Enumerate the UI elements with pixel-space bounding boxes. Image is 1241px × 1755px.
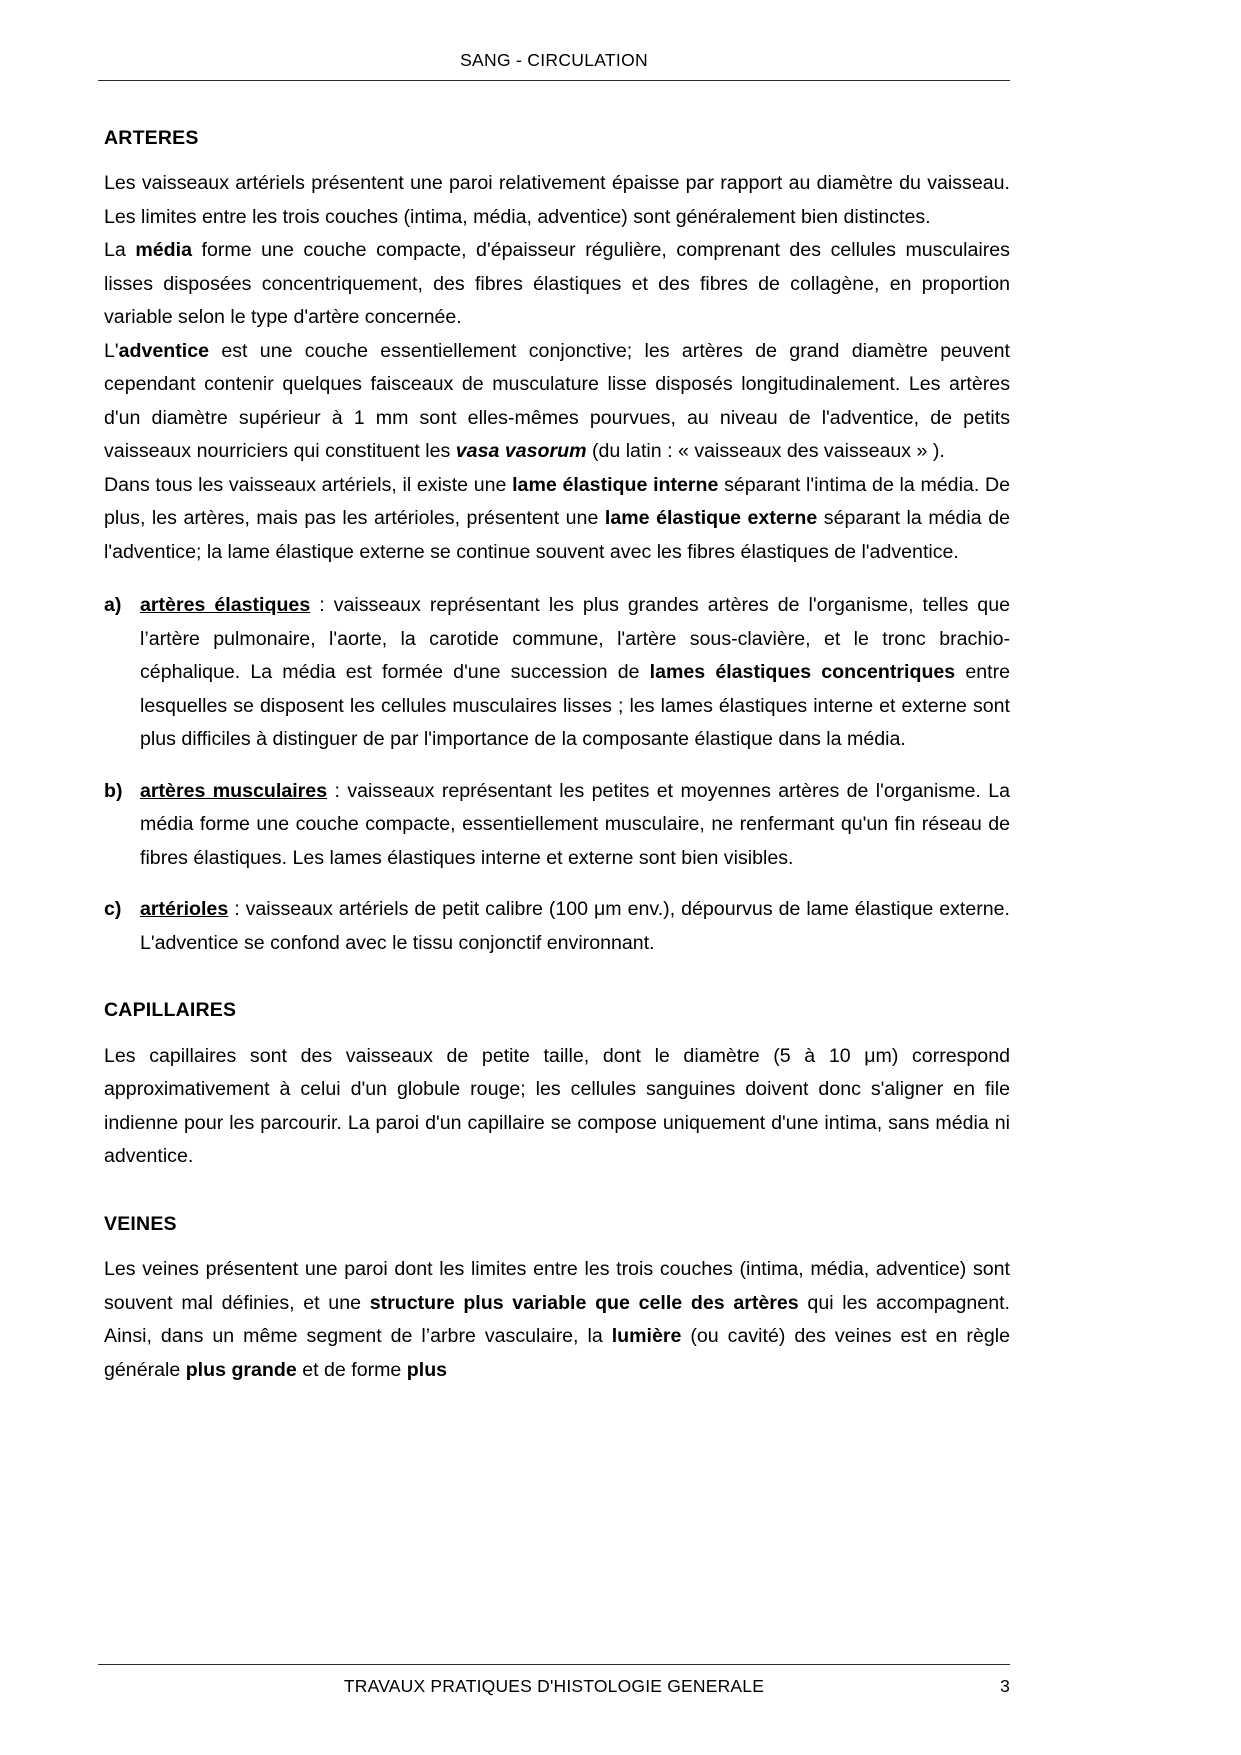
emphasis-plus-grande: plus grande bbox=[185, 1358, 297, 1381]
footer-title: TRAVAUX PRATIQUES D'HISTOLOGIE GENERALE bbox=[343, 1676, 765, 1696]
emphasis-media: média bbox=[135, 239, 192, 262]
paragraph-capillaires bbox=[104, 1040, 1010, 1174]
paragraph-veines bbox=[104, 1253, 1010, 1387]
text-fragment: forme une couche compacte, d'épaisseur régulière, comprenant des cellules musculaires lisses disposées concentriquement, des fibres élastiques et des fibres de collagène, en proportion variable selon le type d'artère concernée. bbox=[104, 239, 1010, 329]
emphasis-structure-variable: structure plus variable que celle des artères bbox=[369, 1291, 799, 1314]
emphasis-plus: plus bbox=[406, 1358, 448, 1381]
header-divider bbox=[98, 80, 1010, 81]
page-footer bbox=[98, 1676, 1010, 1697]
emphasis-adventice: adventice bbox=[118, 339, 210, 362]
paragraph-adventice bbox=[104, 335, 1010, 469]
text-fragment: : vaisseaux représentant les petites et moyennes artères de l'organisme. La média forme une couche compacte, essentiellement musculaire, ne renfermant qu'un fin réseau de fibres élastiques. Les lames élastiques interne et externe sont bien visibles. bbox=[140, 779, 1010, 869]
page-content bbox=[104, 128, 1010, 1387]
text-fragment: séparant l'intima de la média. De plus, les artères, mais pas les artérioles, présentent une bbox=[104, 473, 1010, 530]
artery-type-list bbox=[104, 589, 1010, 960]
list-term: artérioles bbox=[140, 898, 229, 921]
page-number: 3 bbox=[1000, 1676, 1010, 1696]
text-fragment: Dans tous les vaisseaux artériels, il existe une bbox=[104, 473, 513, 496]
text-fragment: (ou cavité) des veines est en règle générale bbox=[104, 1325, 1010, 1381]
paragraph-text: Les vaisseaux artériels présentent une paroi relativement épaisse par rapport au diamètre du vaisseau. Les limites entre les trois couches (intima, média, adventice) sont généralement bien distinctes. bbox=[104, 172, 1010, 228]
list-marker: a) bbox=[104, 594, 122, 617]
text-fragment: : vaisseaux artériels de petit calibre (100 μm env.), dépourvus de lame élastique externe. L'adventice se confond avec le tissu conjonctif environnant. bbox=[140, 898, 1010, 954]
list-term: artères musculaires bbox=[140, 779, 328, 802]
section-heading-veines: VEINES bbox=[104, 1212, 177, 1235]
section-heading-arteres: ARTERES bbox=[104, 127, 199, 149]
list-item bbox=[104, 893, 1010, 960]
paragraph-arteres-intro bbox=[104, 167, 1010, 234]
text-fragment: La bbox=[104, 239, 136, 262]
list-term: artères élastiques bbox=[140, 594, 311, 617]
list-item bbox=[104, 589, 1010, 757]
list-marker: c) bbox=[104, 898, 122, 921]
emphasis-vasa-vasorum: vasa vasorum bbox=[455, 440, 587, 463]
text-fragment: Les veines présentent une paroi dont les limites entre les trois couches (intima, média, adventice) sont souvent mal définies, et une bbox=[104, 1258, 1010, 1314]
emphasis-lames-concentriques: lames élastiques concentriques bbox=[649, 661, 956, 684]
emphasis-lame-elastique-interne: lame élastique interne bbox=[512, 473, 719, 496]
section-heading-capillaires: CAPILLAIRES bbox=[104, 999, 237, 1022]
list-item bbox=[104, 775, 1010, 876]
text-fragment: : vaisseaux représentant les plus grandes artères de l'organisme, telles que l’artère pulmonaire, l'aorte, la carotide commune, l'artère sous-clavière, et le tronc brachio-céphalique. La média est formée d'une succession de bbox=[140, 594, 1010, 684]
list-marker: b) bbox=[104, 779, 123, 802]
paragraph-media bbox=[104, 234, 1010, 335]
paragraph-text: Les capillaires sont des vaisseaux de petite taille, dont le diamètre (5 à 10 μm) correspond approximativement à celui d'un globule rouge; les cellules sanguines doivent donc s'aligner en file indienne pour les parcourir. La paroi d'un capillaire se compose uniquement d'une intima, sans média ni adventice. bbox=[104, 1044, 1010, 1168]
footer-divider bbox=[98, 1664, 1010, 1665]
paragraph-lames-elastiques bbox=[104, 469, 1010, 570]
text-fragment: L' bbox=[104, 339, 119, 362]
text-fragment: entre lesquelles se disposent les cellules musculaires lisses ; les lames élastiques interne et externe sont plus difficiles à distinguer de par l'importance de la composante élastique dans la média. bbox=[140, 661, 1011, 751]
running-head: SANG - CIRCULATION bbox=[460, 50, 648, 70]
emphasis-lumiere: lumière bbox=[611, 1325, 682, 1348]
text-fragment: qui les accompagnent. Ainsi, dans un même segment de l’arbre vasculaire, la bbox=[104, 1291, 1010, 1348]
text-fragment: et de forme bbox=[296, 1358, 407, 1381]
text-fragment: séparant la média de l'adventice; la lame élastique externe se continue souvent avec les fibres élastiques de l'adventice. bbox=[104, 507, 1010, 563]
text-fragment: est une couche essentiellement conjonctive; les artères de grand diamètre peuvent cependant contenir quelques faisceaux de musculature lisse disposés longitudinalement. Les artères d'un diamètre supérieur à 1 mm sont elles-mêmes pourvues, au niveau de l'adventice, de petits vaisseaux nourriciers qui constituent les bbox=[104, 339, 1010, 463]
emphasis-lame-elastique-externe: lame élastique externe bbox=[604, 507, 818, 530]
text-fragment: (du latin : « vaisseaux des vaisseaux » ). bbox=[586, 440, 945, 463]
